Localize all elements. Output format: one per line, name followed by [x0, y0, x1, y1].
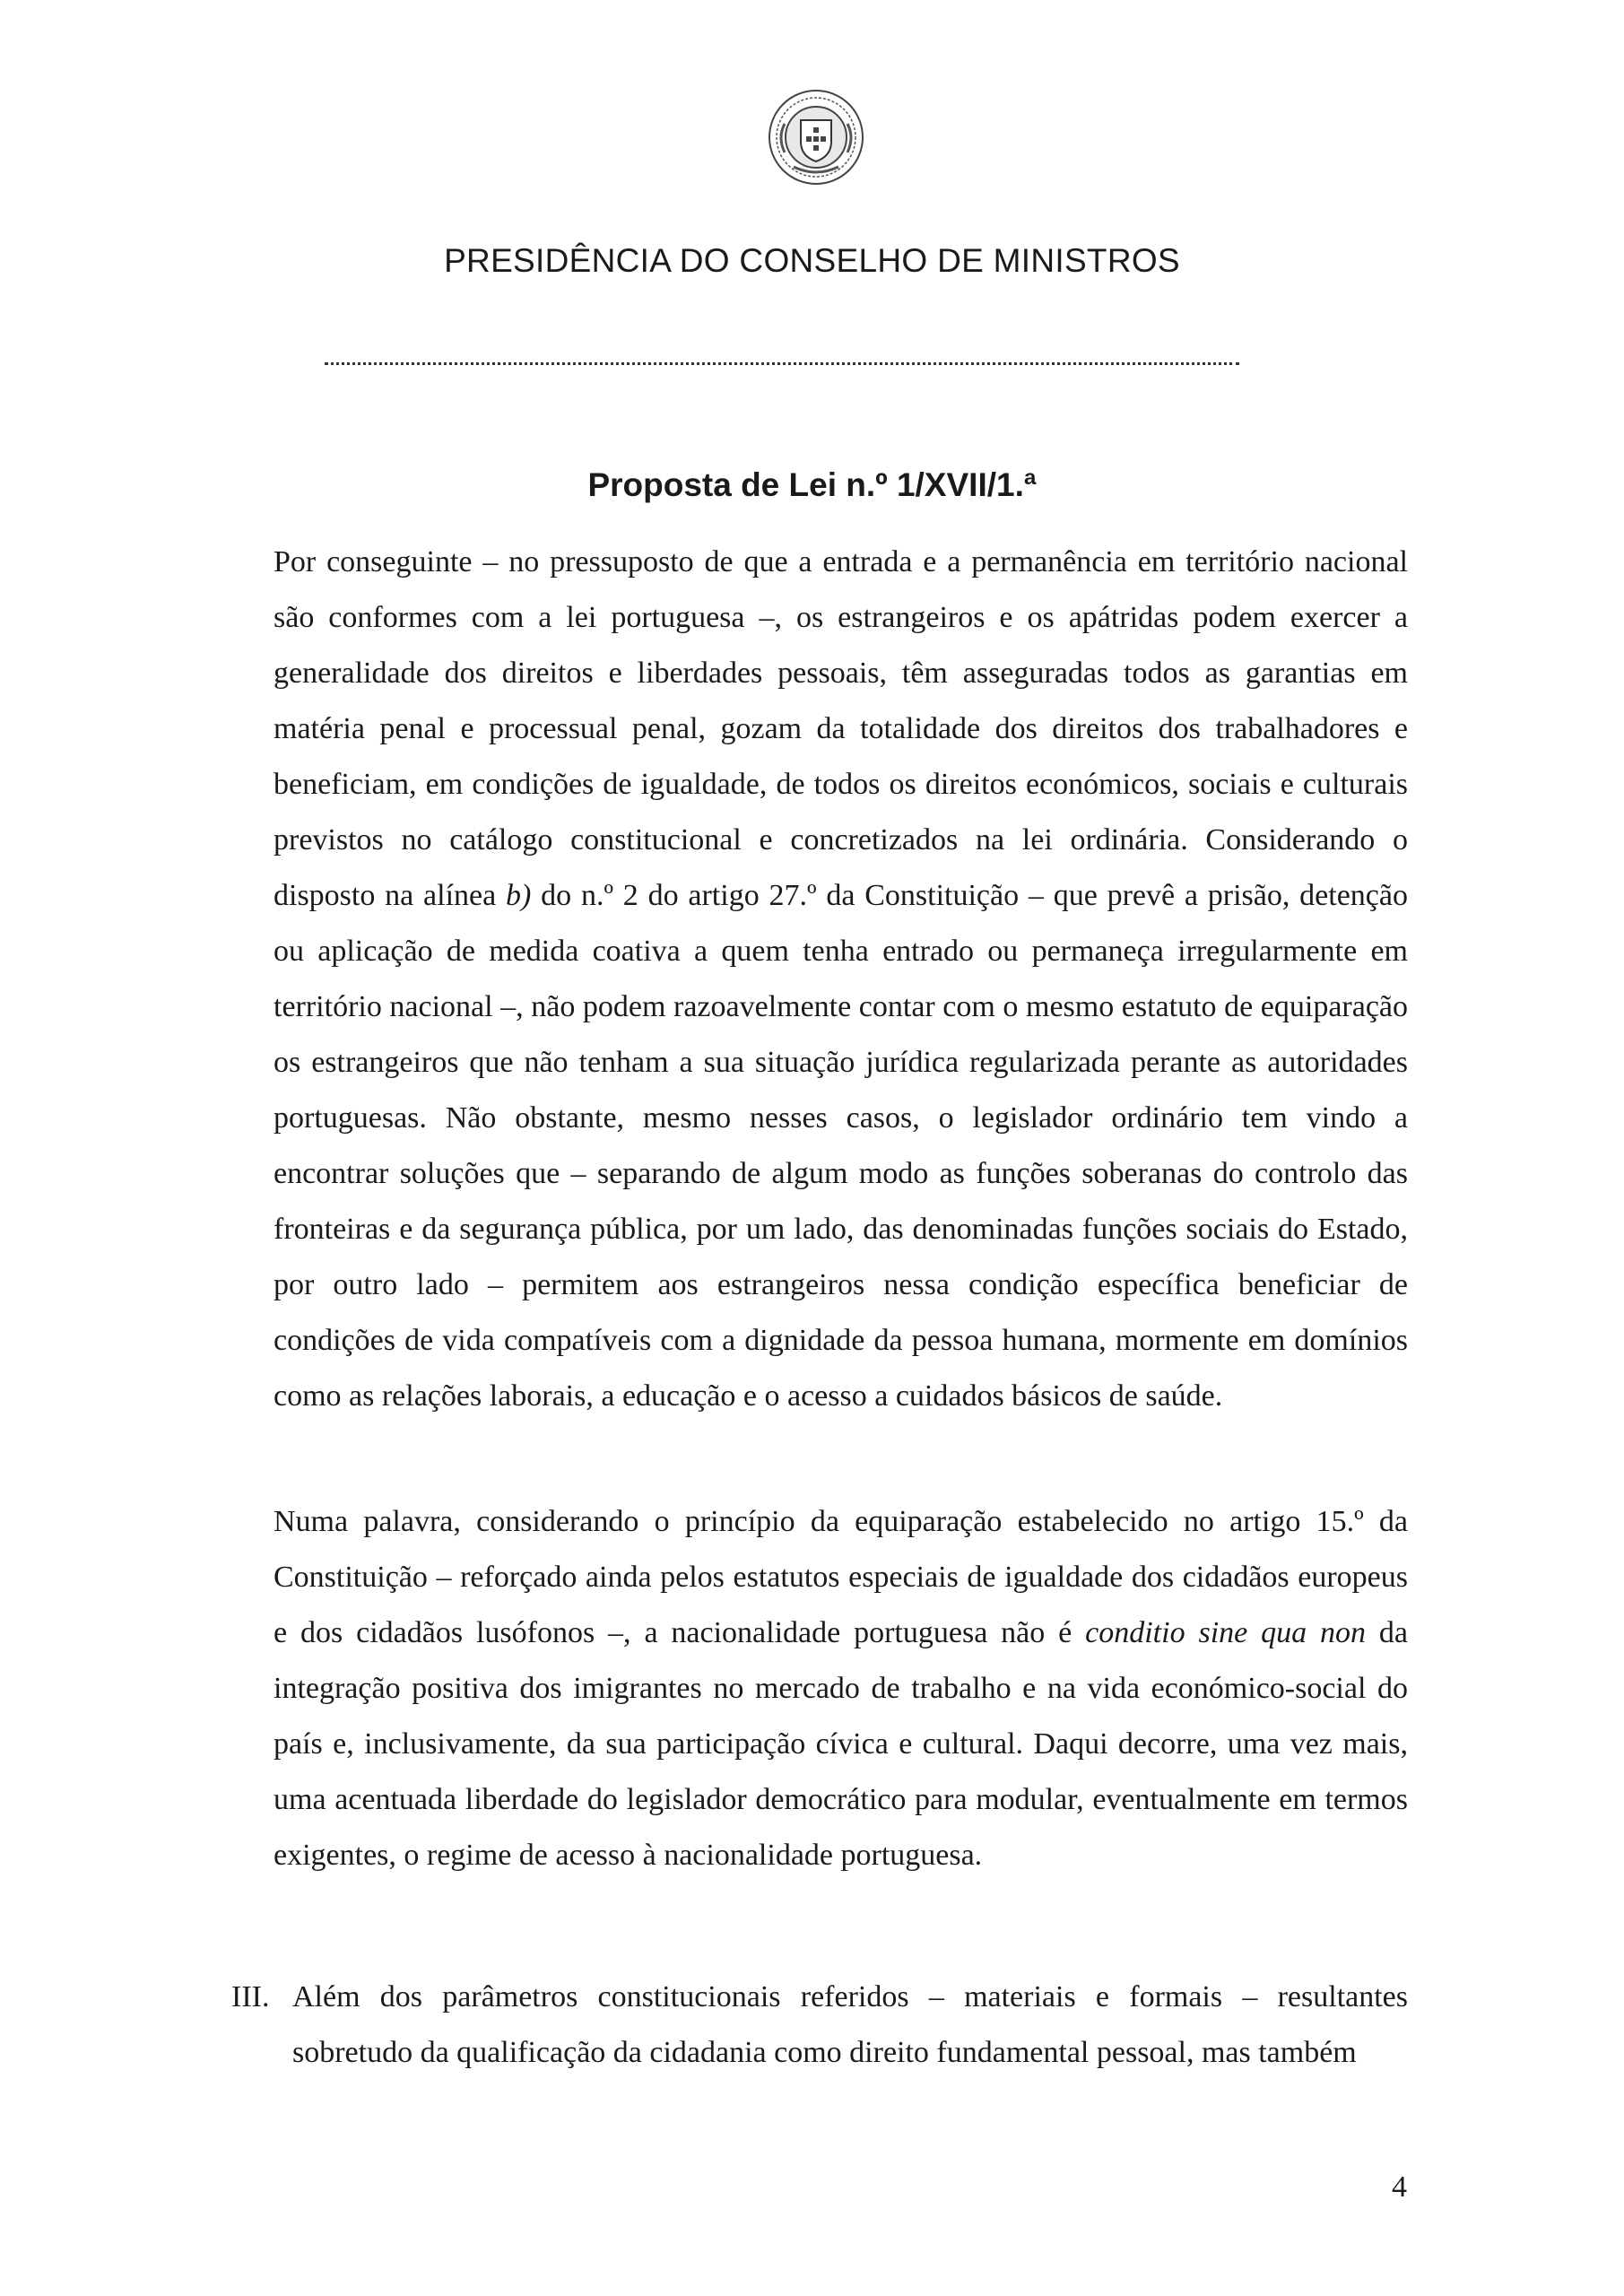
item-number: III.: [231, 1980, 270, 2013]
paragraph-1-italic-b: b): [506, 879, 532, 912]
institution-header: PRESIDÊNCIA DO CONSELHO DE MINISTROS: [444, 242, 1180, 279]
item-text: Além dos parâmetros constitucionais referidos – materiais e formais – resultantes sobretudo da qualificação da cidadania como direito fundamental pessoal, mas também: [292, 1980, 1408, 2069]
document-title: Proposta de Lei n.º 1/XVII/1.ª: [587, 466, 1037, 503]
paragraph-2-text-a: Numa palavra, considerando o princípio da equiparação estabelecido no artigo 15.º da Constituição – reforçado ainda pelos estatutos especiais de igualdade dos cidadãos europeus e dos cidadãos lusófonos –, a nacionalidade portuguesa não é: [274, 1505, 1408, 1649]
paragraph-1-text-a: Por conseguinte – no pressuposto de que a entrada e a permanência em território nacional são conformes com a lei portuguesa –, os estrangeiros e os apátridas podem exercer a generalidade dos direitos e liberdades pessoais, têm asseguradas todos as garantias em matéria penal e processual penal, gozam da totalidade dos direitos dos trabalhadores e beneficiam, em condições de igualdade, de todos os direitos económicos, sociais e culturais previstos no catálogo constitucional e concretizados na lei ordinária. Considerando o disposto na alínea: [274, 545, 1408, 912]
page-number: 4: [1392, 2170, 1407, 2204]
paragraph-2-italic-latin: conditio sine qua non: [1085, 1616, 1367, 1649]
header-dotted-divider: [325, 362, 1239, 365]
coat-of-arms-seal-icon: [767, 88, 865, 187]
body-paragraph-2: [274, 1494, 1408, 1883]
body-paragraph-1: [274, 535, 1408, 1424]
numbered-item-iii: [231, 1970, 1408, 2081]
paragraph-2-text-b: da integração positiva dos imigrantes no mercado de trabalho e na vida económico-social do país e, inclusivamente, da sua participação cívica e cultural. Daqui decorre, uma vez mais, uma acentuada liberdade do legislador democrático para modular, eventualmente em termos exigentes, o regime de acesso à nacionalidade portuguesa.: [274, 1616, 1408, 1872]
paragraph-1-text-b: do n.º 2 do artigo 27.º da Constituição – que prevê a prisão, detenção ou aplicação de medida coativa a quem tenha entrado ou permaneça irregularmente em território nacional –, não podem razoavelmente contar com o mesmo estatuto de equiparação os estrangeiros que não tenham a sua situação jurídica regularizada perante as autoridades portuguesas. Não obstante, mesmo nesses casos, o legislador ordinário tem vindo a encontrar soluções que – separando de algum modo as funções soberanas do controlo das fronteiras e da segurança pública, por um lado, das denominadas funções sociais do Estado, por outro lado – permitem aos estrangeiros nessa condição específica beneficiar de condições de vida compatíveis com a dignidade da pessoa humana, mormente em domínios como as relações laborais, a educação e o acesso a cuidados básicos de saúde.: [274, 879, 1408, 1413]
